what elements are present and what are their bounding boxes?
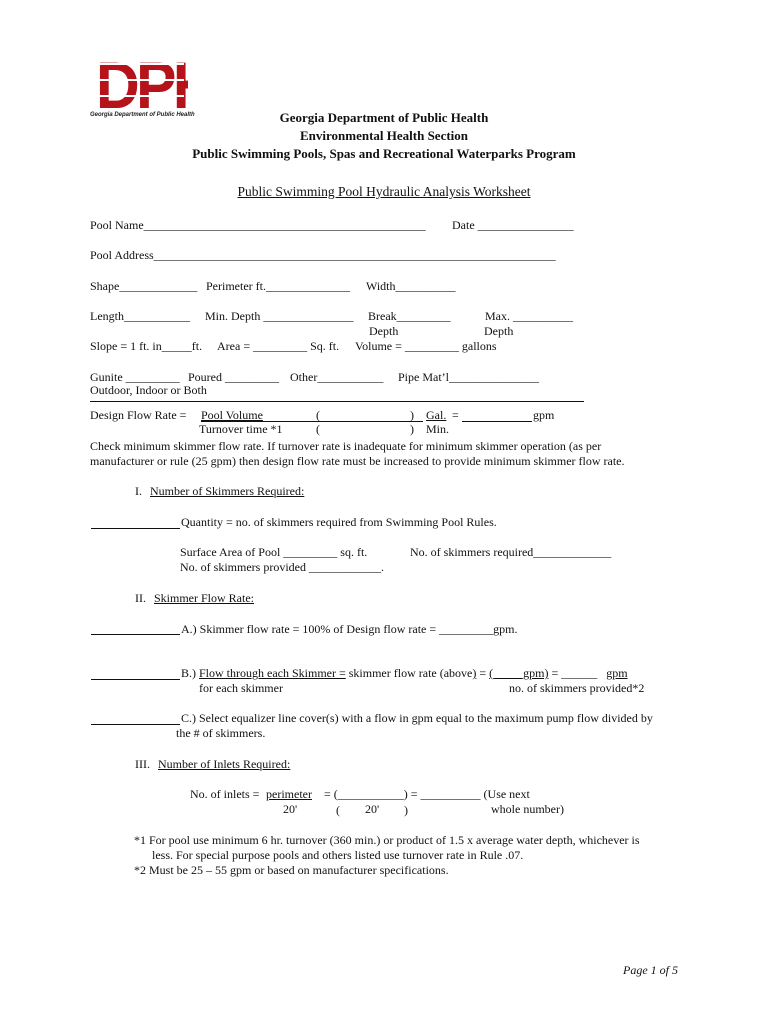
- skimmer-check-note-2: manufacturer or rule (25 gpm) then design flow rate must be increased to provide minimum skimmer flow rate.: [90, 454, 625, 468]
- other-field[interactable]: Other___________: [290, 370, 384, 384]
- skimmer-check-note-1: Check minimum skimmer flow rate. If turnover rate is inadequate for minimum skimmer operation (as per: [90, 439, 602, 453]
- width-field[interactable]: Width__________: [366, 279, 456, 293]
- quantity-text: Quantity = no. of skimmers required from Swimming Pool Rules.: [181, 515, 497, 529]
- footnote-1-line-1: *1 For pool use minimum 6 hr. turnover (360 min.) or product of 1.5 x average water depth, whichever is: [134, 833, 640, 847]
- poured-field[interactable]: Poured _________: [188, 370, 279, 384]
- skimmers-provided-denominator: no. of skimmers provided*2: [509, 681, 645, 695]
- inlets-label: No. of inlets =: [190, 787, 260, 801]
- shape-field[interactable]: Shape_____________: [90, 279, 198, 293]
- header-agency: Georgia Department of Public Health: [279, 110, 489, 125]
- break-field[interactable]: Break_________: [368, 309, 451, 323]
- skimmers-provided-field[interactable]: No. of skimmers provided ____________.: [180, 560, 384, 574]
- design-flow-label: Design Flow Rate =: [90, 408, 187, 422]
- volume-paren-close: ): [410, 408, 414, 422]
- b-gpm-blank[interactable]: (_____gpm): [489, 666, 549, 680]
- volume-field[interactable]: Volume = _________ gallons: [355, 339, 497, 353]
- b-result[interactable]: = ______: [548, 666, 598, 680]
- divider-rule: [90, 401, 584, 402]
- b-prefix: B.): [181, 666, 196, 680]
- pool-name-field[interactable]: Pool Name_______________________________________________: [90, 218, 426, 232]
- denominator-paren-open: (: [336, 803, 340, 817]
- pool-address-field[interactable]: Pool Address___________________________________________________________________: [90, 248, 556, 262]
- b-mid: skimmer flow rate (above: [345, 666, 473, 680]
- gpm-label: gpm: [533, 408, 555, 422]
- logo-tagline: Georgia Department of Public Health: [90, 112, 195, 118]
- b-flow-through: Flow through each Skimmer =: [199, 666, 346, 680]
- footnote-1-line-2: less. For special purpose pools and others listed use turnover rate in Rule .07.: [152, 848, 524, 862]
- equalizer-blank-c[interactable]: [91, 724, 180, 725]
- skimmer-flow-b: [181, 666, 628, 680]
- pool-volume-label: Pool Volume: [201, 408, 263, 422]
- design-flow-blank[interactable]: [462, 421, 532, 422]
- logo-letters: DP: [95, 49, 173, 123]
- break-depth-label: Depth: [369, 324, 399, 338]
- for-each-skimmer: for each skimmer: [199, 681, 283, 695]
- volume-paren-open: (: [316, 408, 320, 422]
- date-field[interactable]: Date ________________: [452, 218, 574, 232]
- min-label: Min.: [426, 422, 450, 436]
- turnover-paren-open: (: [316, 422, 320, 436]
- perimeter-numerator: perimeter: [266, 787, 312, 801]
- quantity-blank[interactable]: [91, 528, 180, 529]
- area-field[interactable]: Area = _________ Sq. ft.: [217, 339, 340, 353]
- section-2-title: Skimmer Flow Rate:: [154, 591, 254, 605]
- footnote-2: *2 Must be 25 – 55 gpm or based on manufacturer specifications.: [134, 863, 449, 877]
- section-3-title: Number of Inlets Required:: [158, 757, 291, 771]
- gunite-field[interactable]: Gunite _________: [90, 370, 180, 384]
- max-depth-label: Depth: [484, 324, 514, 338]
- equalizer-c-line-2: the # of skimmers.: [176, 726, 266, 740]
- b-gpm: gpm: [606, 666, 628, 680]
- equalizer-c-line-1: C.) Select equalizer line cover(s) with a flow in gpm equal to the maximum pump flow divided by: [181, 711, 653, 725]
- slope-field[interactable]: Slope = 1 ft. in_____ft.: [90, 339, 203, 353]
- inlets-equation-blank[interactable]: = (___________) = __________ (Use next: [324, 787, 530, 801]
- skimmer-flow-blank-b[interactable]: [91, 679, 180, 680]
- turnover-paren-close: ): [410, 422, 414, 436]
- worksheet-title: [0, 184, 768, 200]
- skimmer-flow-a: A.) Skimmer flow rate = 100% of Design flow rate = _________gpm.: [181, 622, 518, 636]
- skimmer-flow-blank-a[interactable]: [91, 634, 180, 635]
- gal-label: Gal.: [426, 408, 447, 422]
- max-field[interactable]: Max. __________: [485, 309, 573, 323]
- section-1-title: Number of Skimmers Required:: [150, 484, 305, 498]
- page-number: Page 1 of 5: [623, 963, 678, 977]
- b-eq: =: [476, 666, 490, 680]
- whole-number-note: whole number): [491, 802, 564, 816]
- surface-area-field[interactable]: Surface Area of Pool _________ sq. ft.: [180, 545, 368, 559]
- section-1-number: I.: [135, 484, 142, 498]
- header-program: Public Swimming Pools, Spas and Recreational Waterparks Program: [192, 146, 576, 161]
- denominator-paren-close: ): [404, 803, 408, 817]
- section-2-number: II.: [135, 591, 146, 605]
- perimeter-field[interactable]: Perimeter ft.______________: [206, 279, 350, 293]
- skimmers-required-field[interactable]: No. of skimmers required_____________: [410, 545, 612, 559]
- perimeter-denominator: 20': [283, 802, 298, 816]
- min-depth-field[interactable]: Min. Depth _______________: [205, 309, 354, 323]
- section-3-number: III.: [135, 757, 150, 771]
- b-paren: ): [472, 666, 477, 680]
- worksheet-title-text: Public Swimming Pool Hydraulic Analysis Worksheet: [237, 184, 531, 199]
- pipe-material-field[interactable]: Pipe Mat’l_______________: [398, 370, 539, 384]
- location-label: Outdoor, Indoor or Both: [90, 383, 207, 397]
- flow-equals: =: [452, 408, 459, 422]
- denominator-2: 20': [365, 802, 380, 816]
- header-section: Environmental Health Section: [299, 128, 469, 143]
- length-field[interactable]: Length___________: [90, 309, 190, 323]
- turnover-label: Turnover time *1: [199, 422, 283, 436]
